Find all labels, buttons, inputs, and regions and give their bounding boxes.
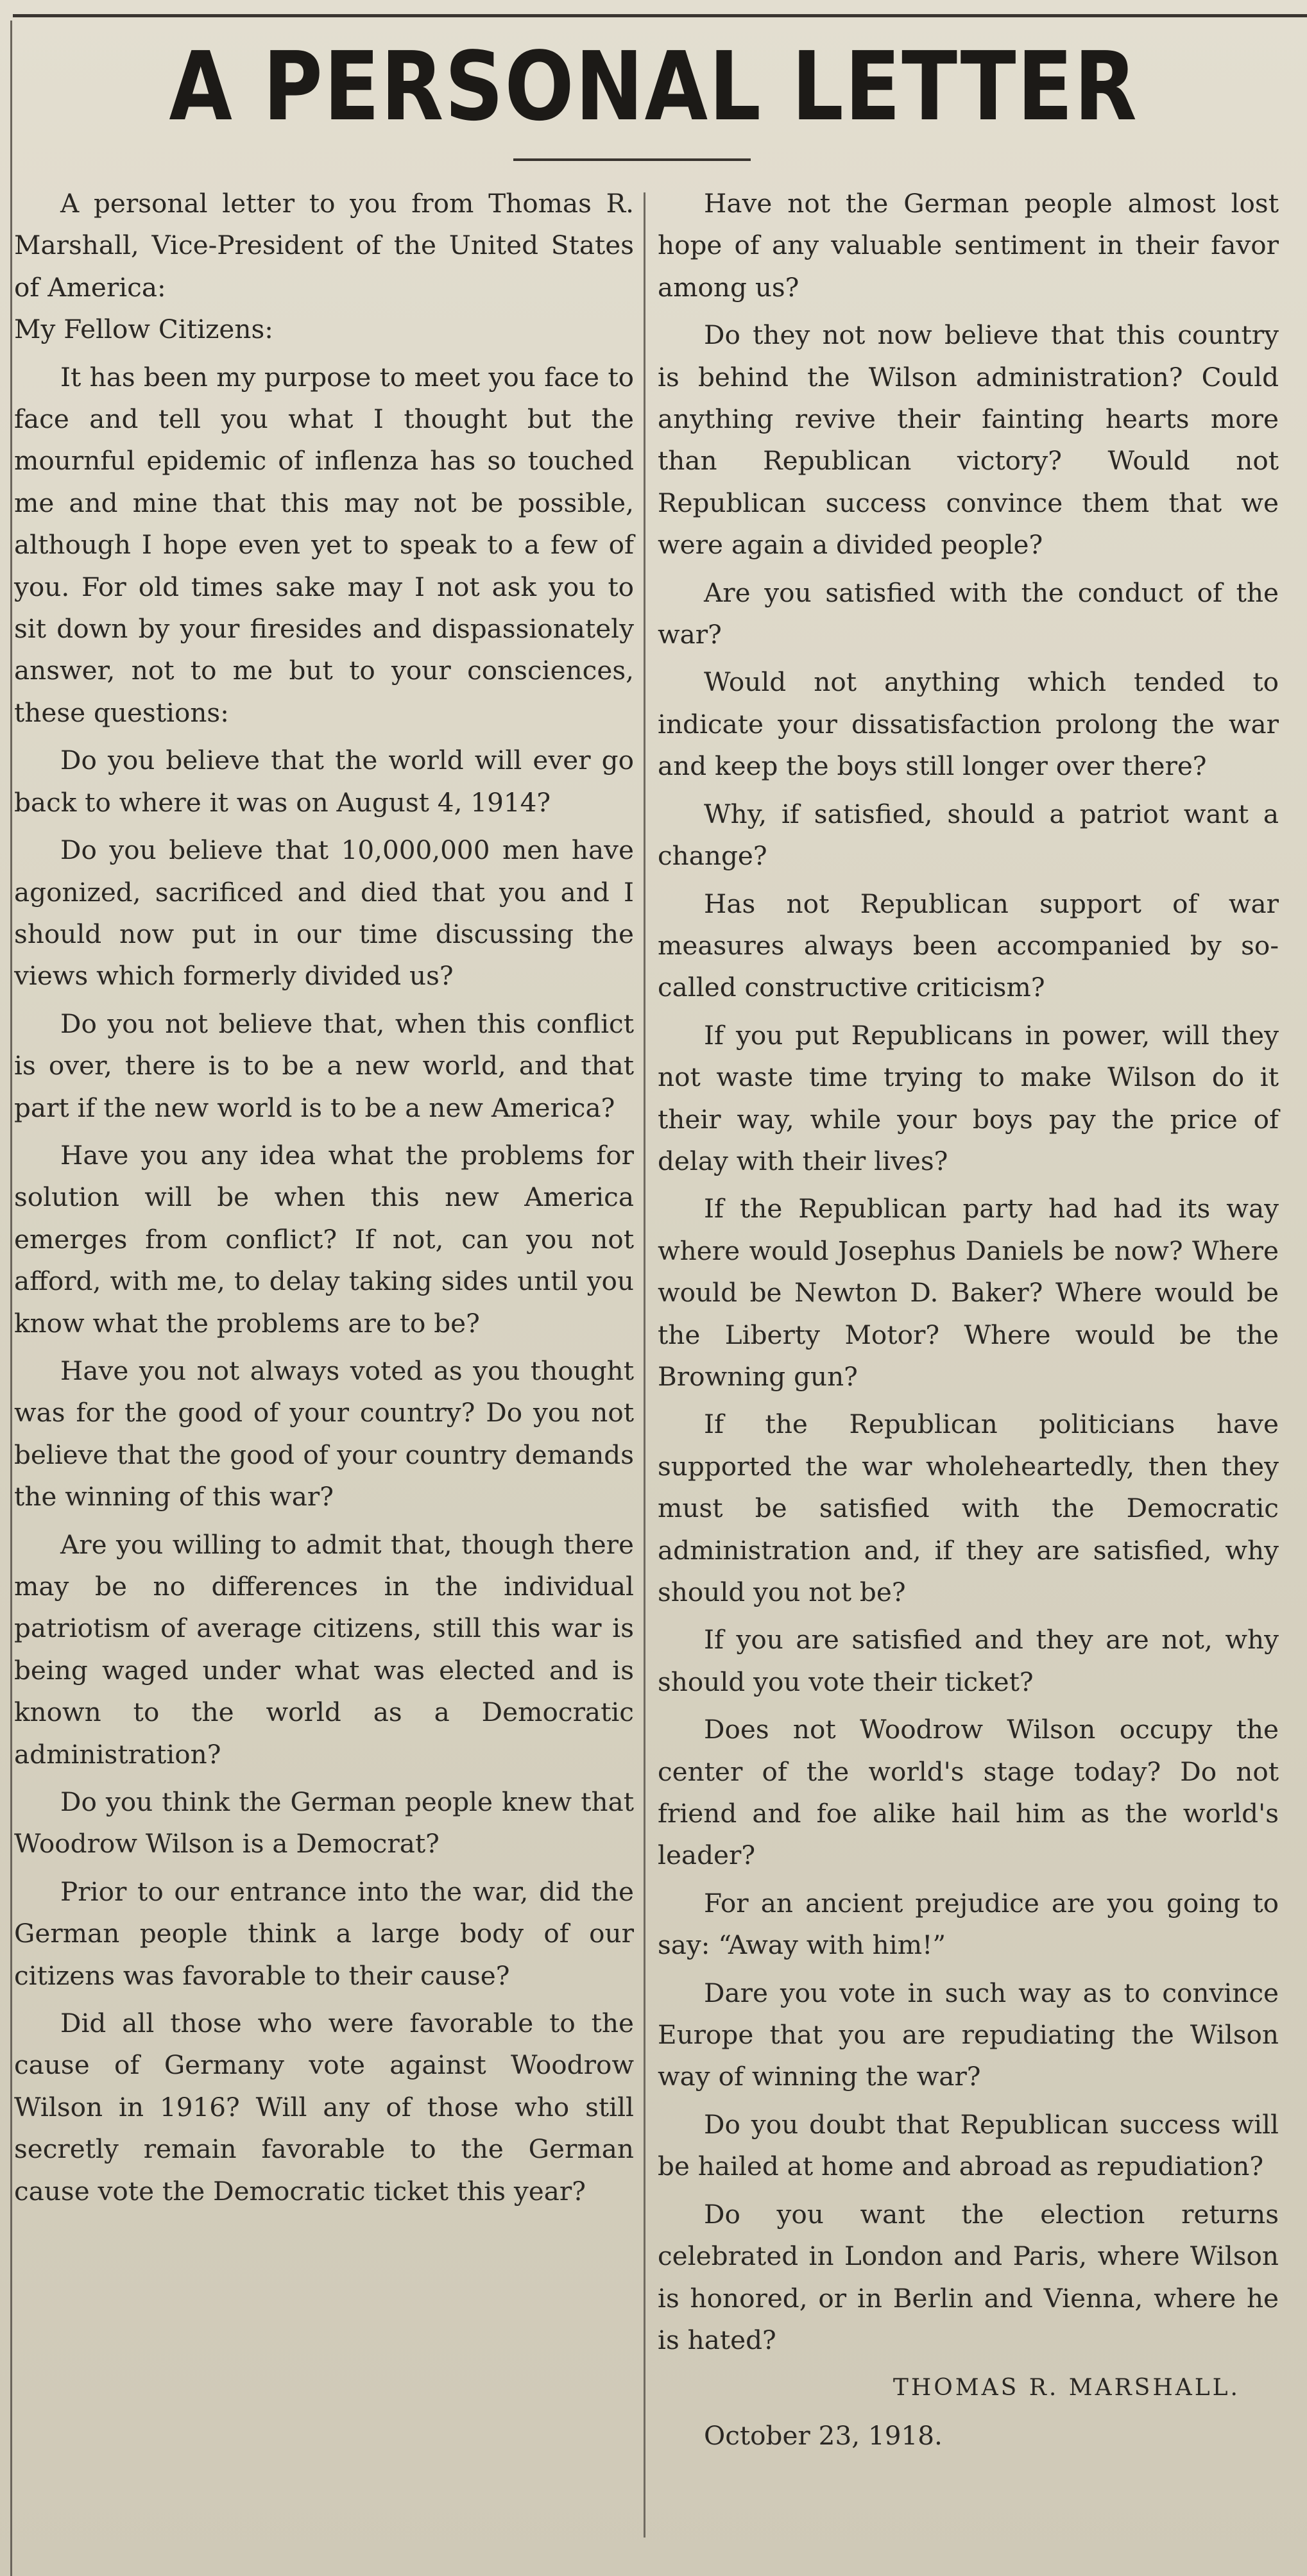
column-divider bbox=[644, 192, 645, 2538]
paragraph: If the Republican politicians have supported the war wholeheartedly, then they must be satisfied with the Democratic administration and, if they are satisfied, why should you not be? bbox=[658, 1409, 1279, 1607]
paragraph: Do they not now believe that this country is behind the Wilson administration? Could anything revive their fainting hearts more than Republican victory? Would not Republican success convince them that we were again a divided people? bbox=[658, 319, 1279, 561]
headline: A PERSONAL LETTER bbox=[169, 31, 1138, 142]
right-column bbox=[658, 183, 1279, 2462]
paragraph: Do you want the election returns celebrated in London and Paris, where Wilson is honored, or in Berlin and Vienna, where he is hated? bbox=[658, 2198, 1279, 2355]
top-rule bbox=[13, 14, 1307, 17]
paragraph: Prior to our entrance into the war, did the German people think a large body of our citizens was favorable to their cause? bbox=[14, 1876, 634, 1991]
paragraph: Do you doubt that Republican success will be hailed at home and abroad as repudiation? bbox=[658, 2108, 1279, 2182]
headline-underline bbox=[513, 158, 751, 161]
paragraph: Have you any idea what the problems for solution will be when this new America emerges from conflict? If not, can you not afford, with me, to delay taking sides until you know what the problems are to be? bbox=[14, 1139, 634, 1339]
date-line: October 23, 1918. bbox=[704, 2419, 943, 2451]
paragraph: Do you not believe that, when this conflict is over, there is to be a new world, and that part if the new world is to be a new America? bbox=[14, 1008, 634, 1123]
paragraph: Do you believe that 10,000,000 men have agonized, sacrificed and died that you and I should now put in our time discussing the views which formerly divided us? bbox=[14, 835, 634, 992]
paragraph: For an ancient prejudice are you going to say: “Away with him!” bbox=[658, 1887, 1279, 1961]
paragraph: Dare you vote in such way as to convince Europe that you are repudiating the Wilson way of winning the war? bbox=[658, 1977, 1279, 2092]
paragraph: If you put Republicans in power, will they not waste time trying to make Wilson do it their way, while your boys pay the price of delay with their lives? bbox=[658, 1019, 1279, 1176]
paragraph: Would not anything which tended to indicate your dissatisfaction prolong the war and keep the boys still longer over there? bbox=[658, 666, 1279, 782]
paragraph: Has not Republican support of war measures always been accompanied by so-called constructive criticism? bbox=[658, 888, 1279, 1003]
paragraph: A personal letter to you from Thomas R. Marshall, Vice-President of the United States of America: bbox=[14, 188, 634, 303]
paragraph: If you are satisfied and they are not, why should you vote their ticket? bbox=[658, 1624, 1279, 1697]
salutation: My Fellow Citizens: bbox=[14, 314, 273, 345]
paragraph: Do you believe that the world will ever go back to where it was on August 4, 1914? bbox=[14, 745, 634, 818]
paragraph: Have not the German people almost lost hope of any valuable sentiment in their favor among us? bbox=[658, 188, 1279, 303]
left-column-border bbox=[10, 21, 12, 2576]
signature: THOMAS R. MARSHALL. bbox=[893, 2375, 1240, 2402]
paragraph: Are you willing to admit that, though there may be no differences in the individual patriotism of average citizens, still this war is being waged under what was elected and is known to the world as a Democratic administration? bbox=[14, 1529, 634, 1770]
paragraph: Did all those who were favorable to the cause of Germany vote against Woodrow Wilson in 1916? Will any of those who still secretly remain favorable to the German cause vote the Democratic ticket this year? bbox=[14, 2008, 634, 2207]
paragraph: Do you think the German people knew that Woodrow Wilson is a Democrat? bbox=[14, 1786, 634, 1860]
paragraph: Are you satisfied with the conduct of the war? bbox=[658, 577, 1279, 650]
paragraph: If the Republican party had had its way where would Josephus Daniels be now? Where would be Newton D. Baker? Where would be the Liberty Motor? Where would be the Browning gun? bbox=[658, 1193, 1279, 1392]
paragraph: Why, if satisfied, should a patriot want a change? bbox=[658, 798, 1279, 872]
paragraph: Does not Woodrow Wilson occupy the center of the world's stage today? Do not friend and foe alike hail him as the world's leader? bbox=[658, 1714, 1279, 1871]
left-column bbox=[14, 183, 634, 2218]
paragraph: It has been my purpose to meet you face to face and tell you what I thought but the mournful epidemic of inflenza has so touched me and mine that this may not be possible, although I hope even yet to speak to a few of you. For old times sake may I not ask you to sit down by your firesides and dispassionately answer, not to me but to your consciences, these questions: bbox=[14, 361, 634, 728]
paragraph: Have you not always voted as you thought was for the good of your country? Do you not believe that the good of your country demands the winning of this war? bbox=[14, 1355, 634, 1513]
